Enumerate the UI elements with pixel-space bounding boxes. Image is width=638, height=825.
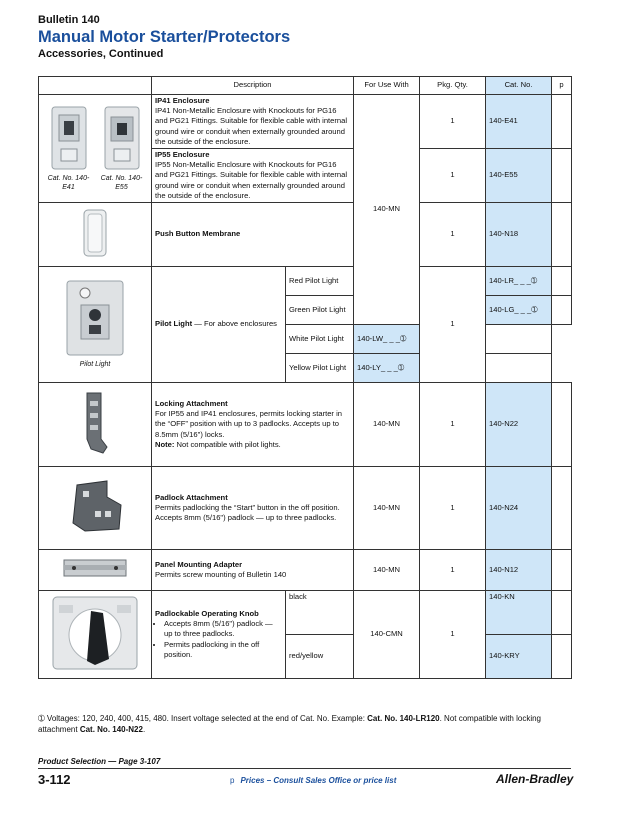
panel-price [552,550,572,591]
ip41-description [152,95,354,149]
price-mark: p [230,776,235,785]
pilot-price-red [552,267,572,296]
pilot-price-yellow [486,354,552,383]
footnote-text-a: Voltages: 120, 240, 400, 415, 480. Insert voltage selected at the end of Cat. No. Example: [44,714,368,723]
page-title: Manual Motor Starter/Protectors [38,28,291,46]
knob-title: Padlockable Operating Knob [155,609,259,619]
pilot-variant-green: Green Pilot Light [286,296,354,325]
pilot-cat-green-text: 140-LG_ _ _ [489,304,532,314]
padlock-image-cell [39,467,152,550]
padlock-qty: 1 [420,467,486,550]
push-button-price [552,203,572,267]
knob-price-redyellow [552,635,572,679]
locking-description [152,383,354,467]
ip55-qty: 1 [420,149,486,203]
footnote-mark: ➀ [397,362,405,372]
padlock-attachment-image [63,477,127,535]
table-row [39,95,572,149]
push-button-description [152,203,354,267]
panel-mounting-adapter-image [60,554,130,582]
footer-divider [38,768,571,769]
pilot-light-qty: 1 [420,267,486,383]
pilot-cat-yellow-text: 140-LY_ _ _ [357,362,398,372]
pilot-price-white [486,325,552,354]
pilot-light-image-cell [39,267,152,383]
bulletin-label: Bulletin 140 [38,14,100,26]
caption-e41: Cat. No. 140-E41 [47,174,90,191]
push-button-title: Push Button Membrane [155,229,241,239]
ip41-price [552,95,572,149]
locking-text: For IP55 and IP41 enclosures, permits locking starter in the “OFF” position with up to 3 padlocks. Accepts up to 8.5mm (5/16") locks. [155,409,342,439]
padlock-text2: Accepts 8mm (5/16") padlock — up to three padlocks. [155,513,337,522]
pilot-cat-red-text: 140-LR_ _ _ [489,275,531,285]
locking-note-label: Note: [155,439,175,449]
header-pkg-qty: Pkg. Qty. [420,77,486,95]
pilot-price-green [552,296,572,325]
caption-e55: Cat. No. 140-E55 [100,174,143,191]
operating-knob-image [47,593,143,673]
locking-cat: 140-N22 [486,383,552,467]
table-row [39,550,572,591]
padlock-price [552,467,572,550]
ip41-text: IP41 Non-Metallic Enclosure with Knockouts for PG16 and PG21 Fittings. Suitable for flexible cable with internal ground wire or conduit when externally grounded around the outside of the enclosure. [155,106,348,146]
locking-attachment-image [73,389,117,457]
header-image [39,77,152,95]
footnote-mark: ➀ [530,275,538,285]
pilot-variant-white: White Pilot Light [286,325,354,354]
ip55-title: IP55 Enclosure [155,150,210,160]
knob-use: 140-CMN [354,591,420,679]
pilot-variant-yellow: Yellow Pilot Light [286,354,354,383]
panel-description [152,550,354,591]
padlock-title: Padlock Attachment [155,492,228,502]
prices-note [230,776,396,785]
page-subtitle: Accessories, Continued [38,48,164,60]
table-row [39,203,572,267]
knob-description [152,591,286,679]
push-button-image-cell [39,203,152,267]
knob-bullets [155,619,282,659]
enclosure-e41-image [49,105,89,171]
padlock-text: Permits padlocking the “Start” button in the off position. [155,502,340,512]
locking-qty: 1 [420,383,486,467]
pilot-light-desc: — For above enclosures [192,319,277,329]
push-button-membrane-image [82,208,108,258]
use-with-cell: 140-MN [354,95,420,325]
footnote-mark-ref: ➀ [38,714,45,723]
header-price: p [552,77,572,95]
pilot-cat-red [486,267,552,296]
ip55-price [552,149,572,203]
header-use-with: For Use With [354,77,420,95]
table-row [39,383,572,467]
footnote-example: Cat. No. 140-LR120 [367,714,440,723]
knob-image-cell [39,591,152,679]
ip55-description [152,149,354,203]
accessories-table [38,76,572,679]
pilot-light-title: Pilot Light [155,319,193,329]
footnote [38,714,568,736]
knob-qty: 1 [420,591,486,679]
knob-cat-redyellow: 140-KRY [486,635,552,679]
locking-price [552,383,572,467]
panel-image-cell [39,550,152,591]
page-number: 3-112 [38,772,71,787]
footnote-text-c: . [142,724,146,734]
knob-bullet-1: • Accepts 8mm (5/16") padlock — up to three padlocks. [164,619,282,639]
knob-price-black [552,591,572,635]
product-selection-ref: Product Selection — Page 3-107 [38,757,161,766]
knob-bullet-2: • Permits padlocking in the off position. [164,640,282,660]
panel-use: 140-MN [354,550,420,591]
panel-text: Permits screw mounting of Bulletin 140 [155,570,287,579]
locking-note [155,440,350,450]
ip41-title: IP41 Enclosure [155,96,210,106]
push-button-qty: 1 [420,203,486,267]
knob-color-black: black [286,591,354,635]
padlock-use: 140-MN [354,467,420,550]
footnote-text-b: . Not compatible with locking attachment [38,714,541,734]
ip55-text: IP55 Non-Metallic Enclosure with Knockouts for PG16 and PG21 Fittings. Suitable for flexible cable with internal ground wire or conduit when externally grounded around the outside of the enclosure. [155,160,348,200]
pilot-cat-green [486,296,552,325]
brand-logo: Allen-Bradley [496,772,574,786]
footnote-mark: ➀ [531,304,538,314]
locking-title: Locking Attachment [155,399,228,409]
table-row [39,467,572,550]
footnote-ref: Cat. No. 140-N22 [79,724,143,734]
push-button-cat: 140-N18 [486,203,552,267]
enclosure-image-cell [39,95,152,203]
knob-color-redyellow: red/yellow [286,635,354,679]
table-row [39,267,572,296]
pilot-cat-white [354,325,420,354]
table-row [39,591,572,635]
locking-note-text: Not compatible with pilot lights. [174,439,281,449]
pilot-light-image [63,279,127,357]
table-header-row [39,77,572,95]
enclosure-e55-image [102,105,142,171]
pilot-light-caption: Pilot Light [79,361,111,369]
panel-cat: 140-N12 [486,550,552,591]
padlock-description [152,467,354,550]
ip41-cat: 140-E41 [486,95,552,149]
locking-image-cell [39,383,152,467]
pilot-light-description [152,267,286,383]
panel-title: Panel Mounting Adapter [155,559,243,569]
locking-use: 140-MN [354,383,420,467]
pilot-cat-white-text: 140-LW_ _ _ [357,333,400,343]
footnote-mark: ➀ [399,333,407,343]
ip41-qty: 1 [420,95,486,149]
panel-qty: 1 [420,550,486,591]
pilot-cat-yellow [354,354,420,383]
header-description: Description [152,77,354,95]
header-cat-no: Cat. No. [486,77,552,95]
pilot-variant-red: Red Pilot Light [286,267,354,296]
ip55-cat: 140-E55 [486,149,552,203]
prices-text: Prices – Consult Sales Office or price list [240,776,397,785]
knob-cat-black: 140-KN [486,591,552,635]
padlock-cat: 140-N24 [486,467,552,550]
